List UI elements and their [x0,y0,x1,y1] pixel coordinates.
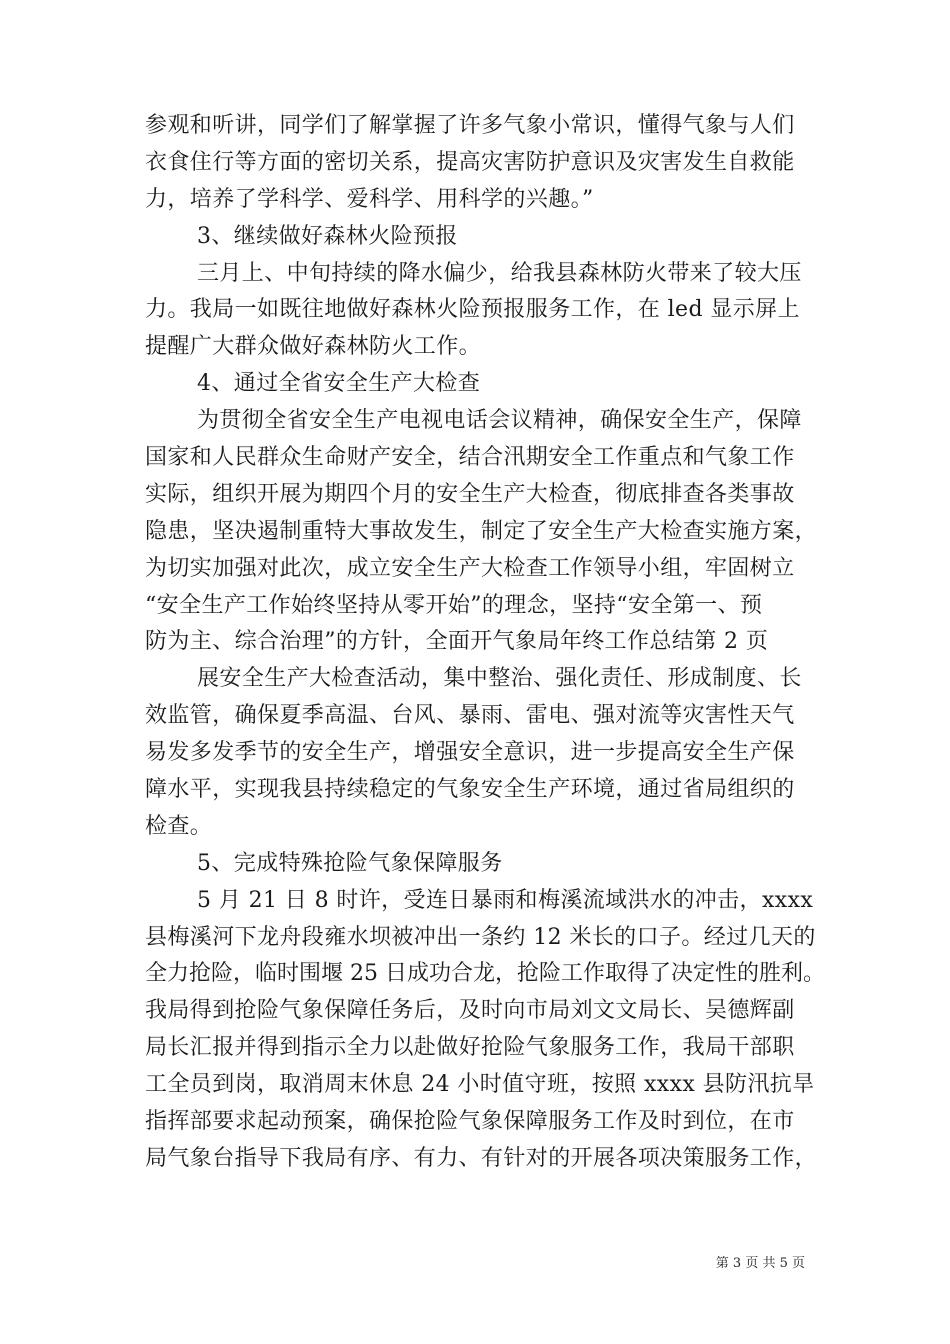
text-line: 为贯彻全省安全生产电视电话会议精神，确保安全生产，保障 [197,408,802,434]
text-line: 5、完成特殊抢险气象保障服务 [197,850,503,876]
text-line: 参观和听讲，同学们了解掌握了许多气象小常识，懂得气象与人们 [145,113,795,138]
text-line: 3、继续做好森林火险预报 [197,223,458,249]
text-line: 5 月 21 日 8 时许，受连日暴雨和梅溪流域洪水的冲击，xxxx [197,887,814,913]
text-line: 易发多发季节的安全生产，增强安全意识，进一步提高安全生产保 [145,740,795,766]
page-number: 第 3 页 共 5 页 [715,1256,805,1271]
text-line: 效监管，确保夏季高温、台风、暴雨、雷电、强对流等灾害性天气 [145,703,795,729]
text-line: 衣食住行等方面的密切关系，提高灾害防护意识及灾害发生自救能 [145,149,795,175]
text-line: “安全生产工作始终坚持从零开始”的理念，坚持“安全第一、预 [145,592,763,618]
text-line: 局气象台指导下我局有序、有力、有针对的开展各项决策服务工作， [145,1145,818,1171]
text-line: 实际，组织开展为期四个月的安全生产大检查，彻底排查各类事故 [145,481,795,507]
text-line: 力。我局一如既往地做好森林火险预报服务工作，在 led 显示屏上 [145,297,800,323]
text-line: 检查。 [145,813,213,839]
text-line: 我局得到抢险气象保障任务后，及时向市局刘文文局长、吴德辉副 [145,998,795,1024]
text-line: 4、通过全省安全生产大检查 [197,371,481,397]
text-line: 国家和人民群众生命财产安全，结合汛期安全工作重点和气象工作 [145,445,795,471]
text-line: 三月上、中旬持续的降水偏少，给我县森林防火带来了较大压 [197,260,802,286]
text-line: 为切实加强对此次，成立安全生产大检查工作领导小组，牢固树立 [145,555,795,581]
text-line: 展安全生产大检查活动，集中整治、强化责任、形成制度、长 [197,666,802,692]
text-line: 县梅溪河下龙舟段雍水坝被冲出一条约 12 米长的口子。经过几天的 [145,924,816,950]
text-line: 指挥部要求起动预案，确保抢险气象保障服务工作及时到位，在市 [145,1109,795,1135]
text-line: 隐患，坚决遏制重特大事故发生，制定了安全生产大检查实施方案， [145,518,818,544]
text-line: 障水平，实现我县持续稳定的气象安全生产环境，通过省局组织的 [145,777,795,803]
text-line: 工全员到岗，取消周末休息 24 小时值守班，按照 xxxx 县防汛抗旱 [145,1072,815,1098]
text-line: 提醒广大群众做好森林防火工作。 [145,334,482,360]
text-line: 防为主、综合治理”的方针，全面开气象局年终工作总结第 2 页 [145,629,769,655]
page-footer [0,1252,950,1271]
document-body [145,108,825,1178]
text-line: 全力抢险，临时围堰 25 日成功合龙，抢险工作取得了决定性的胜利。 [145,961,825,987]
text-line: 局长汇报并得到指示全力以赴做好抢险气象服务工作，我局干部职 [145,1035,795,1061]
text-line: 力，培养了学科学、爱科学、用科学的兴趣。” [145,186,594,212]
